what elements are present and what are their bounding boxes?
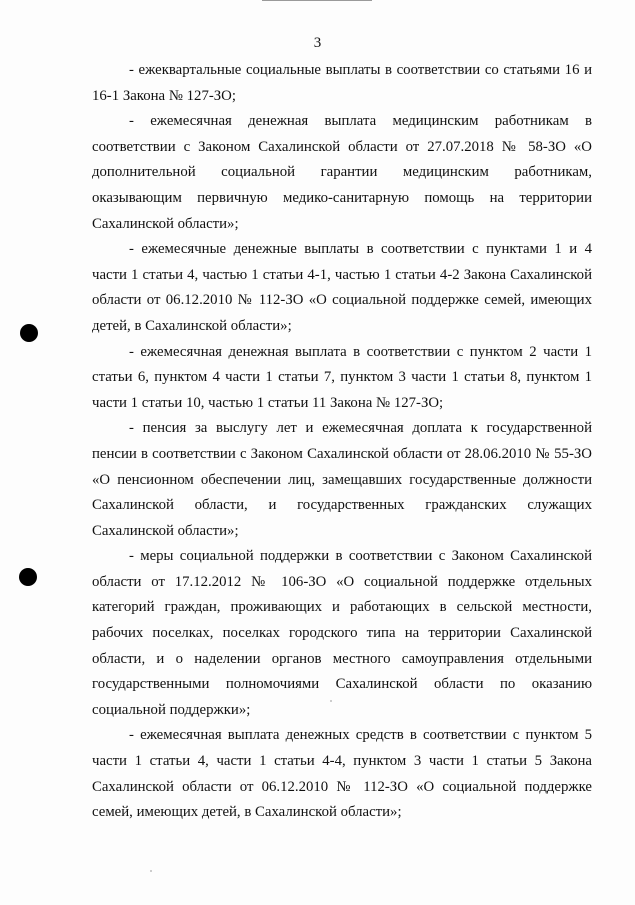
scan-edge-line	[262, 0, 372, 1]
list-paragraph: - ежемесячные денежные выплаты в соответствии с пунктами 1 и 4 части 1 статьи 4, частью 1 статьи 4-1, частью 1 статьи 4-2 Закона Сахалинской области от 06.12.2010 № 112-ЗО «О социальной поддержке семей, имеющих детей, в Сахалинской области»;	[92, 241, 592, 334]
list-paragraph: - меры социальной поддержки в соответствии с Законом Сахалинской области от 17.12.2012 № 106-ЗО «О социальной поддержке отдельных категорий граждан, проживающих и работающих в сельской местности, рабочих поселках, поселках городского типа на территории Сахалинской области, и о наделении органов местного самоуправления отдельными государственными полномочиями Сахалинской области по оказанию социальной поддержки»;	[92, 548, 592, 718]
list-paragraph: - пенсия за выслугу лет и ежемесячная доплата к государственной пенсии в соответствии с Законом Сахалинской области от 28.06.2010 № 55-ЗО «О пенсионном обеспечении лиц, замещавших государственные должности Сахалинской области, и государственных гражданских служащих Сахалинской области»;	[92, 420, 592, 539]
list-paragraph: - ежемесячная денежная выплата в соответствии с пунктом 2 части 1 статьи 6, пунктом 4 части 1 статьи 7, пунктом 3 части 1 статьи 8, пунктом 1 части 1 статьи 10, частью 1 статьи 11 Закона № 127-ЗО;	[92, 343, 592, 411]
list-paragraph: - ежеквартальные социальные выплаты в соответствии со статьями 16 и 16-1 Закона № 127-ЗО;	[92, 62, 592, 104]
list-paragraph: - ежемесячная денежная выплата медицинским работникам в соответствии с Законом Сахалинской области от 27.07.2018 № 58-ЗО «О дополнительной социальной гарантии медицинским работникам, оказывающим первичную медико-санитарную помощь на территории Сахалинской области»;	[92, 113, 592, 232]
punch-hole-mark	[20, 324, 38, 342]
page-number: 3	[313, 35, 322, 51]
document-body	[92, 58, 592, 826]
list-paragraph: - ежемесячная выплата денежных средств в соответствии с пунктом 5 части 1 статьи 4, части 1 статьи 4-4, пунктом 3 части 1 статьи 5 Закона Сахалинской области от 06.12.2010 № 112-ЗО «О социальной поддержке семей, имеющих детей, в Сахалинской области»;	[92, 727, 592, 821]
punch-hole-mark	[19, 568, 37, 586]
scan-speck	[150, 870, 152, 872]
